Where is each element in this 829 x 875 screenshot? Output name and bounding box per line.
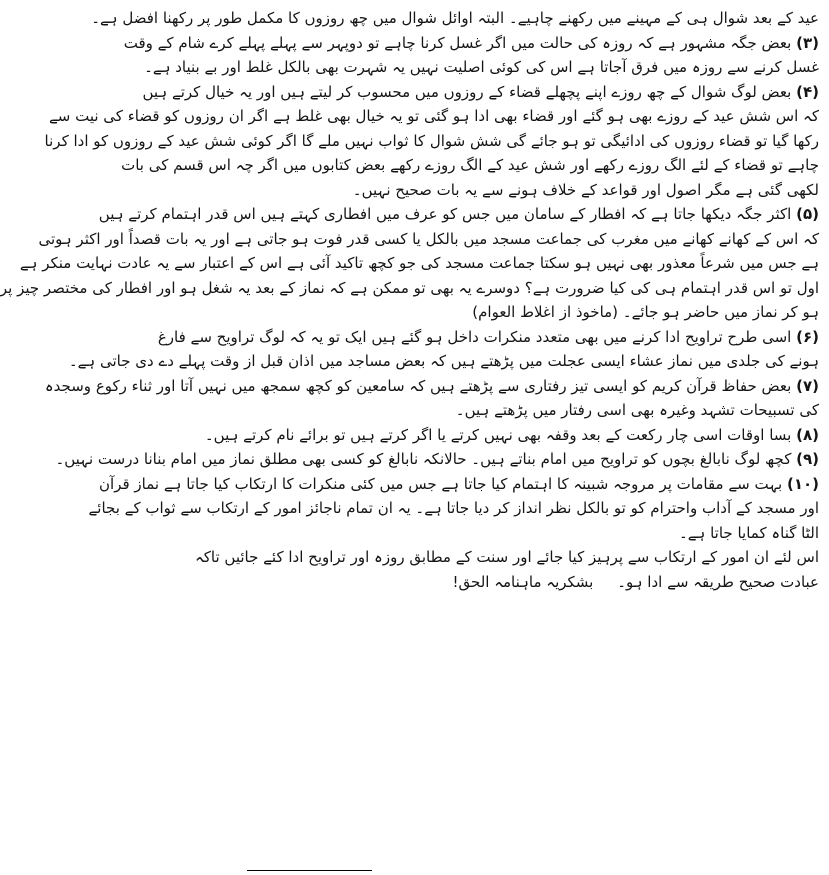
text-line: ہونے کی جلدی میں نماز عشاء ایسی عجلت میں پڑھتے ہیں کہ بعض مساجد میں اذان قبل از وقت پہلے دے دی جاتی ہے۔: [68, 352, 819, 370]
item-text: بعض حفاظ قرآن کریم کو ایسی تیز رفتاری سے پڑھتے ہیں کہ سامعین کو کچھ سمجھ میں نہیں آتا اور ثناء رکوع وسجدہ: [44, 376, 792, 395]
item-text: کچھ لوگ نابالغ بچوں کو تراویح میں امام بناتے ہیں۔ حالانکہ نابالغ کو کسی بھی مطلق نماز میں امام بنانا درست نہیں۔: [55, 450, 792, 468]
item-number: (۶): [796, 327, 819, 346]
text-line: اور مسجد کے آداب واحترام کو تو بالکل نظر انداز کر دیا جاتا ہے۔ یہ ان تمام ناجائز امور کے ارتکاب سے ثواب کے بجائے: [88, 499, 819, 517]
source-credit: بشکریہ ماہنامہ الحق!: [452, 572, 594, 591]
text-line: [142, 80, 819, 105]
item-number: (۹): [796, 450, 819, 468]
text-line: [55, 447, 819, 472]
item-number: (۳): [796, 33, 819, 52]
item-text: بعض لوگ شوال کے چھ روزے اپنے پچھلے قضاء کے روزوں میں محسوب کر لیتے ہیں اور یہ خیال کرتے ہیں: [142, 82, 792, 101]
item-text: اسی طرح تراویح ادا کرنے میں بھی متعدد منکرات داخل ہو گئے ہیں ایک تو یہ کہ لوگ تراویح سے فارغ: [157, 327, 792, 346]
list-item: [55, 447, 819, 472]
closing-text: عبادت صحیح طریقہ سے ادا ہو۔: [617, 572, 819, 591]
item-text: بہت سے مقامات پر مروجہ شبینہ کا اہتمام کیا جاتا ہے جس میں کئی منکرات کا ارتکاب کیا جاتا ہے نماز قرآن: [99, 474, 783, 493]
text-line: رکھا گیا تو قضاء روزوں کی ادائیگی تو ہو جائے گی شش شوال کا ثواب نہیں ملے گا اگر کوئی شش عید کے روزوں کو ادا کرنا: [44, 131, 819, 150]
article-body: [0, 6, 819, 875]
list-item: [44, 374, 819, 423]
list-item: [123, 31, 819, 80]
item-number: (۷): [796, 376, 819, 395]
text-line: اول تو اس قدر اہتمام ہی کی کیا ضرورت ہے؟ دوسرے یہ بھی تو ممکن ہے کہ نماز کے بعد یہ شغل ہو اور افطار کی مختصر چیز پر: [0, 278, 819, 297]
text-line: لکھی گئی ہے مگر اصول اور قواعد کے خلاف ہونے سے یہ بات صحیح نہیں۔: [352, 180, 819, 199]
list-item: [68, 325, 819, 374]
item-number: (۵): [796, 205, 819, 223]
text-line: ہو کر نماز میں حاضر ہو جائے۔ (ماخوذ از اغلاط العوام): [472, 303, 819, 321]
text-line: غسل کرنے سے روزہ میں فرق آجاتا ہے اس کی کوئی اصلیت نہیں یہ شہرت بھی بالکل غلط اور بے بنیاد ہے۔: [144, 58, 819, 76]
intro-paragraph: [91, 6, 819, 31]
text-line: ہے جس میں شرعاً معذور بھی نہیں ہو سکتا جماعت مسجد کی جو کچھ تاکید آئی ہے اس کے اعتبار سے یہ عادت نہایت منکر ہے: [19, 254, 819, 272]
list-item: [0, 202, 819, 325]
list-item: [44, 80, 819, 203]
text-line: [123, 31, 819, 56]
text-line: کہ اس کے کھانے کھانے میں مغرب کی جماعت مسجد میں بالکل یا کسی قدر فوت ہو جاتی ہے اور یہ بات قصداً اور اکثر ہوتی: [38, 229, 819, 248]
item-text: اکثر جگہ دیکھا جاتا ہے کہ افطار کے سامان میں جس کو عرف میں افطاری کہتے ہیں اس قدر اہتمام کرتے ہیں: [98, 205, 792, 223]
text-line: کہ اس شش عید کے روزے بھی ہو گئے اور قضاء بھی ادا ہو گئی تو یہ خیال بھی غلط ہے اگر ان روزوں کو قضاء کی نیت سے: [48, 107, 819, 125]
list-item: [204, 423, 819, 448]
text-line: [204, 423, 819, 448]
text-line: [44, 374, 819, 399]
text-line: [157, 325, 819, 350]
text-line: [98, 202, 819, 227]
text-line: [247, 570, 819, 595]
item-text: بسا اوقات اسی چار رکعت کے بعد وقفہ بھی نہیں کرتے یا اگر کرتے ہیں تو برائے نام کرتے ہیں۔: [204, 425, 792, 444]
item-number: (۱۰): [786, 474, 819, 493]
item-text: بعض جگہ مشہور ہے کہ روزہ کی حالت میں اگر غسل کرنا چاہے تو دوپہر سے پہلے پہلے کرے شام کے وقت: [123, 33, 792, 52]
list-item: [88, 472, 819, 546]
text-line: چاہے تو قضاء کے لئے الگ روزے رکھے اور شش عید کے الگ روزے رکھے بعض کتابوں میں اگر چہ اس قسم کی بات: [121, 156, 819, 174]
closing-paragraph: [194, 545, 819, 594]
text-line: [99, 472, 819, 497]
item-number: (۸): [796, 425, 819, 444]
text-line: کی تسبیحات تشہد وغیرہ بھی اسی رفتار میں پڑھتے ہیں۔: [455, 401, 819, 419]
item-number: (۴): [796, 82, 819, 101]
text-line: اس لئے ان امور کے ارتکاب سے پرہیز کیا جائے اور سنت کے مطابق روزہ اور تراویح ادا کئے جائیں تاکہ: [194, 548, 819, 566]
text-line: الٹا گناہ کمایا جاتا ہے۔: [678, 523, 819, 542]
text-line: عید کے بعد شوال ہی کے مہینے میں رکھنے چاہیے۔ البتہ اوائل شوال میں چھ روزوں کا مکمل طور پر رکھنا افضل ہے۔: [91, 9, 819, 27]
footer-rule: [247, 870, 372, 872]
